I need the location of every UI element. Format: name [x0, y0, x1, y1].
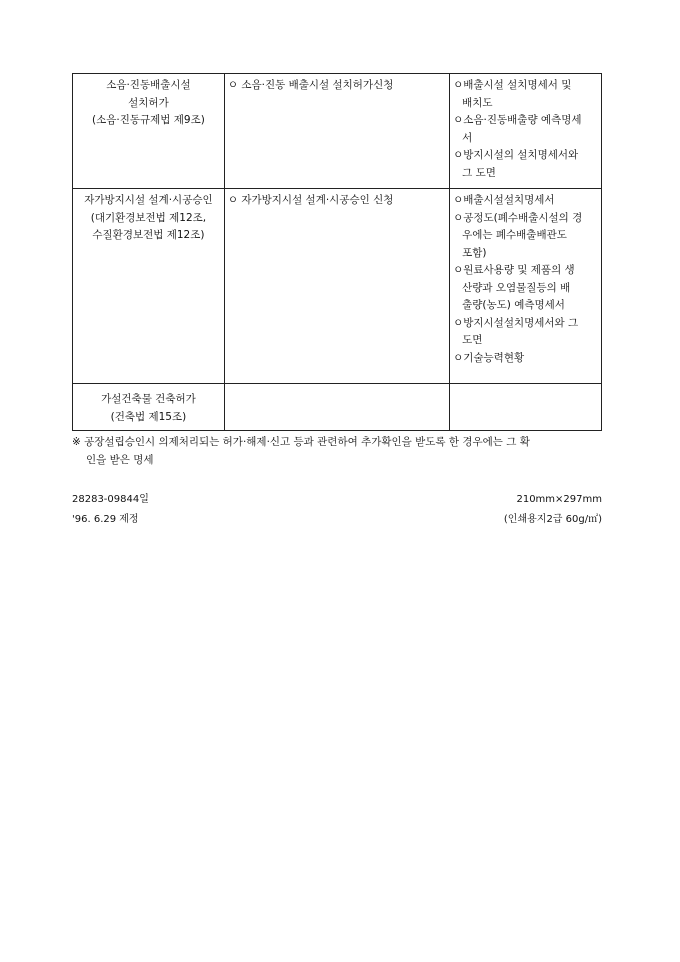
footnote-line-2: 인을 받은 명세	[86, 453, 154, 466]
application-text: ㅇ 소음·진동 배출시설 설치허가신청	[227, 79, 394, 91]
document-item-continued: 포함)	[462, 246, 487, 259]
paper-spec: (인쇄용지2급 60g/㎡)	[503, 514, 602, 525]
permit-name-line: 자가방지시설 설계·시공승인	[84, 194, 213, 206]
document-item-continued: 도면	[462, 334, 483, 346]
permit-name-cell	[73, 74, 225, 189]
table-row	[73, 189, 602, 384]
permit-name-line: (대기환경보전법 제12조,	[90, 211, 207, 224]
permit-name-line: 설치허가	[128, 96, 169, 109]
permit-name-line: 가설건축물 건축허가	[101, 393, 196, 405]
documents-cell	[450, 74, 602, 189]
document-item: ㅇ소음·진동배출량 예측명세	[453, 114, 582, 126]
document-item: ㅇ원료사용량 및 제품의 생	[453, 264, 575, 276]
application-cell	[224, 74, 449, 189]
document-item-continued: 서	[462, 131, 473, 144]
footnote	[72, 434, 612, 469]
permit-name-line: 수질환경보전법 제12조)	[92, 229, 205, 241]
document-item-continued: 우에는 폐수배출배관도	[462, 229, 567, 241]
table-row	[73, 74, 602, 189]
form-code: 28283-09844일	[72, 494, 149, 505]
table-row	[73, 384, 602, 431]
documents-cell	[450, 189, 602, 384]
application-cell	[224, 189, 449, 384]
documents-cell	[450, 384, 602, 431]
document-item-continued: 출량(농도) 예측명세서	[462, 299, 565, 311]
application-text: ㅇ 자가방지시설 설계·시공승인 신청	[227, 194, 394, 206]
document-item: ㅇ배출시설 설치명세서 및	[453, 79, 572, 91]
application-cell	[224, 384, 449, 431]
form-info-left	[72, 490, 149, 530]
document-item: ㅇ공정도(폐수배출시설의 경	[453, 211, 583, 224]
document-item: ㅇ방지시설의 설치명세서와	[453, 149, 579, 161]
permit-name-cell	[73, 384, 225, 431]
permit-name-line: (소음·진동규제법 제9조)	[92, 114, 205, 126]
permit-name-line: (건축법 제15조)	[110, 410, 187, 423]
document-item-continued: 배치도	[462, 96, 493, 109]
form-date: '96. 6.29 제정	[72, 514, 139, 525]
document-item: ㅇ방지시설설치명세서와 그	[453, 316, 579, 329]
document-item: ㅇ배출시설설치명세서	[453, 194, 555, 206]
permit-name-cell	[73, 189, 225, 384]
footnote-line-1: ※ 공장설립승인시 의제처리되는 허가·해제·신고 등과 관련하여 추가확인을 받도록 한 경우에는 그 확	[72, 436, 530, 448]
document-item-continued: 그 도면	[462, 166, 496, 179]
permit-table	[72, 73, 602, 431]
document-item-continued: 산량과 오염물질등의 배	[462, 281, 571, 294]
document-item: ㅇ기술능력현황	[453, 351, 525, 364]
paper-size: 210mm×297mm	[516, 494, 602, 505]
permit-name-line: 소음·진동배출시설	[106, 79, 191, 91]
form-info-right	[504, 490, 602, 530]
